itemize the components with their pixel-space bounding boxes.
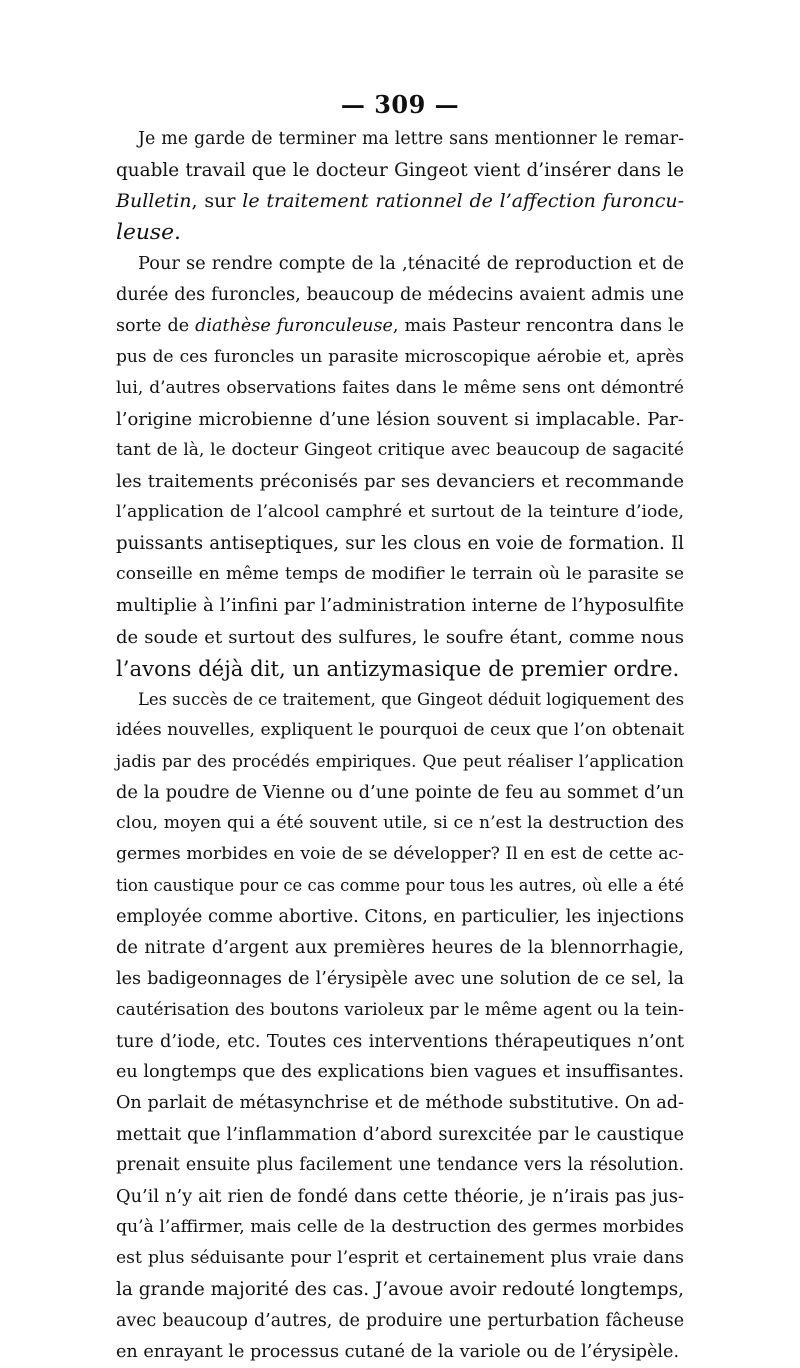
text-run: l’application de l’alcool camphré et surtout de la teinture d’iode, xyxy=(116,502,684,523)
text-line xyxy=(116,497,684,528)
text-line xyxy=(116,466,684,497)
text-run: . xyxy=(174,220,181,246)
text-line xyxy=(116,839,684,870)
text-line xyxy=(116,1057,684,1088)
text-line xyxy=(116,124,684,155)
text-line xyxy=(116,870,684,901)
text-run: avec beaucoup d’autres, de produire une perturbation fâcheuse xyxy=(116,1310,684,1331)
text-run: employée comme abortive. Citons, en particulier, les injections xyxy=(116,906,684,928)
text-run: Je me garde de terminer ma lettre sans mentionner le remar- xyxy=(138,129,684,149)
text-line xyxy=(116,342,684,373)
body-text xyxy=(116,124,684,1368)
text-run: cautérisation des boutons varioleux par le même agent ou la tein- xyxy=(116,999,684,1020)
text-run: jadis par des procédés empiriques. Que peut réaliser l’application xyxy=(116,750,684,771)
text-run: multiplie à l’infini par l’administration interne de l’hyposulfite xyxy=(116,595,684,617)
text-line xyxy=(116,684,684,715)
paragraph xyxy=(116,684,684,1368)
text-line xyxy=(116,808,684,839)
text-line xyxy=(116,995,684,1026)
text-run: est plus séduisante pour l’esprit et certainement plus vraie dans xyxy=(116,1248,684,1269)
text-run: l’origine microbienne d’une lésion souvent si implacable. Par- xyxy=(116,408,684,430)
text-line xyxy=(116,1212,684,1243)
text-run: les traitements préconisés par ses devanciers et recommande xyxy=(116,471,684,493)
text-line xyxy=(116,590,684,621)
paragraph xyxy=(116,248,684,683)
text-line xyxy=(116,1306,684,1337)
text-run: prenait ensuite plus facilement une tendance vers la résolution. xyxy=(116,1155,684,1176)
text-run: durée des furoncles, beaucoup de médecins avaient admis une xyxy=(116,284,684,306)
text-run: mettait que l’inflammation d’abord surexcitée par le caustique xyxy=(116,1124,684,1145)
text-run: tion caustique pour ce cas comme pour tous les autres, où elle a été xyxy=(116,876,684,896)
text-line xyxy=(116,559,684,590)
text-run: eu longtemps que des explications bien vagues et insuffisantes. xyxy=(116,1061,684,1082)
text-line xyxy=(116,1088,684,1119)
text-run: conseille en même temps de modifier le terrain où le parasite se xyxy=(116,564,684,585)
text-line xyxy=(116,248,684,279)
italic-text: Bulletin xyxy=(116,190,192,213)
text-line xyxy=(116,1150,684,1181)
text-run: ture d’iode, etc. Toutes ces interventions thérapeutiques n’ont xyxy=(116,1030,684,1052)
text-line xyxy=(116,311,684,342)
text-run: tant de là, le docteur Gingeot critique avec beaucoup de sagacité xyxy=(116,439,684,460)
text-run: quable travail que le docteur Gingeot vient d’insérer dans le xyxy=(116,160,684,182)
text-run: de nitrate d’argent aux premières heures de la blennorrhagie, xyxy=(116,937,684,959)
text-run: idées nouvelles, expliquent le pourquoi de ceux que l’on obtenait xyxy=(116,719,684,740)
text-run: les badigeonnages de l’érysipèle avec une solution de ce sel, la xyxy=(116,968,684,989)
text-run: pus de ces furoncles un parasite microscopique aérobie et, après xyxy=(116,346,684,367)
italic-text: leuse xyxy=(116,220,174,246)
text-line xyxy=(116,1181,684,1212)
text-run: germes morbides en voie de se développer? Il en est de cette ac- xyxy=(116,844,684,865)
text-line xyxy=(116,1026,684,1057)
text-line xyxy=(116,373,684,404)
text-line xyxy=(116,1243,684,1274)
text-run: de soude et surtout des sulfures, le soufre étant, comme nous xyxy=(116,626,684,648)
text-run: la grande majorité des cas. J’avoue avoir redouté longtemps, xyxy=(116,1279,684,1301)
text-line xyxy=(116,777,684,808)
text-line xyxy=(116,1274,684,1305)
text-run: Qu’il n’y ait rien de fondé dans cette théorie, je n’irais pas jus- xyxy=(116,1186,684,1208)
text-run: sorte de xyxy=(116,315,196,336)
italic-text: le traitement rationnel de l’affection furoncu- xyxy=(242,190,684,213)
paragraph xyxy=(116,124,684,248)
text-line xyxy=(116,155,684,186)
text-line xyxy=(116,404,684,435)
text-line xyxy=(116,1119,684,1150)
text-run: , sur xyxy=(191,190,243,213)
text-run: en enrayant le processus cutané de la variole ou de l’érysipèle. xyxy=(116,1341,680,1362)
text-line xyxy=(116,715,684,746)
text-run: qu’à l’affirmer, mais celle de la destruction des germes morbides xyxy=(116,1217,684,1238)
text-run: l’avons déjà dit, un antizymasique de premier ordre. xyxy=(116,655,680,681)
text-line xyxy=(116,1337,684,1368)
text-line xyxy=(116,964,684,995)
text-run: On parlait de métasynchrise et de méthode substitutive. On ad- xyxy=(116,1092,684,1113)
text-line xyxy=(116,653,684,684)
text-run: , mais Pasteur rencontra dans le xyxy=(392,315,684,336)
text-line xyxy=(116,932,684,963)
text-line xyxy=(116,435,684,466)
text-run: puissants antiseptiques, sur les clous en voie de formation. Il xyxy=(116,533,684,555)
text-run: de la poudre de Vienne ou d’une pointe de feu au sommet d’un xyxy=(116,781,684,803)
text-line xyxy=(116,901,684,932)
page-number: — 309 — xyxy=(340,90,460,119)
text-line xyxy=(116,746,684,777)
text-run: lui, d’autres observations faites dans le même sens ont démontré xyxy=(116,377,684,398)
text-line xyxy=(116,279,684,310)
text-line xyxy=(116,622,684,653)
text-line xyxy=(116,528,684,559)
text-run: Pour se rendre compte de la ,ténacité de reproduction et de xyxy=(138,253,684,275)
text-line xyxy=(116,217,684,248)
text-line xyxy=(116,186,684,217)
text-run: clou, moyen qui a été souvent utile, si ce n’est la destruction des xyxy=(116,813,684,834)
italic-text: diathèse furonculeuse xyxy=(195,315,393,336)
text-run: Les succès de ce traitement, que Gingeot déduit logiquement des xyxy=(138,689,684,709)
